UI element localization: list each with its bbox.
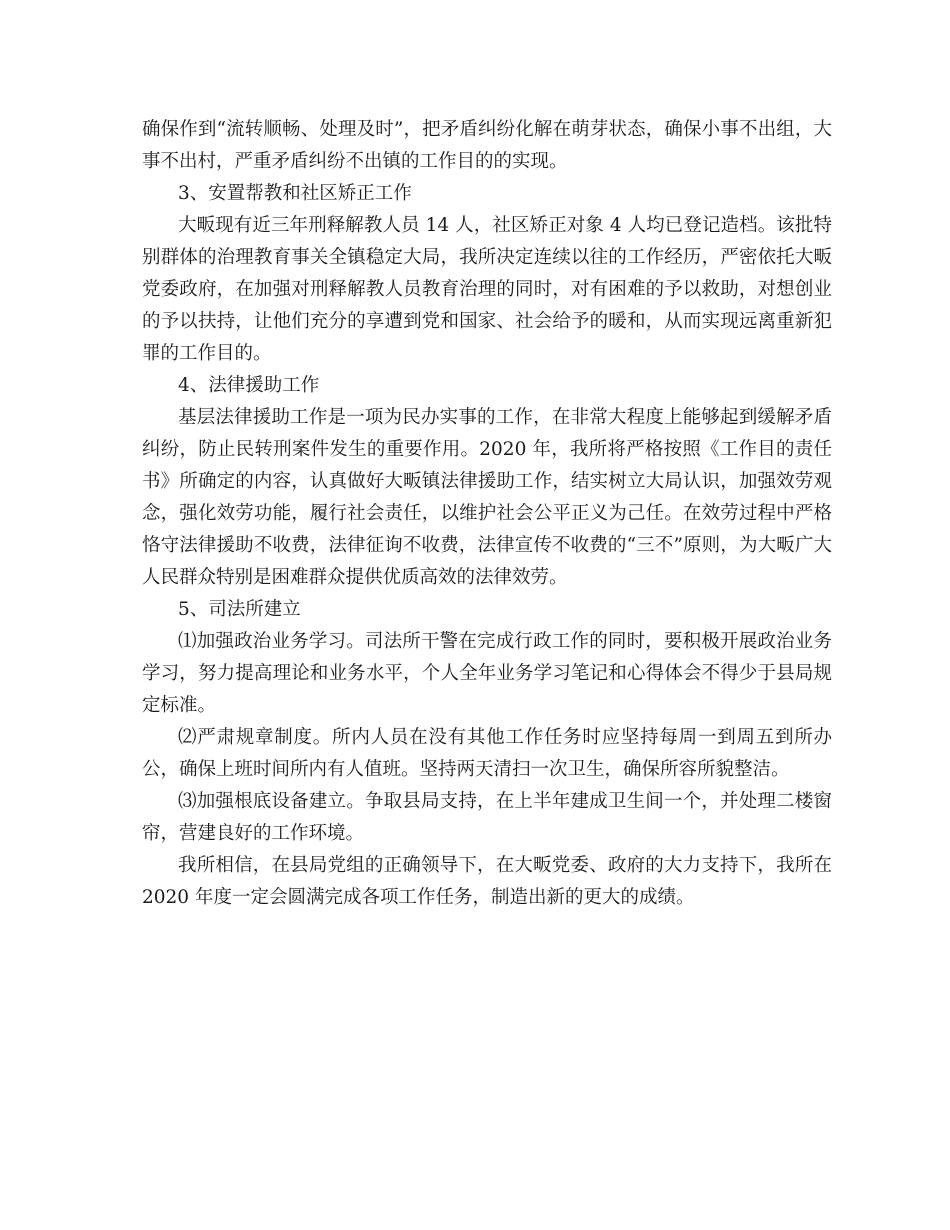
paragraph-mediation-goal: 确保作到“流转顺畅、处理及时”，把矛盾纠纷化解在萌芽状态，确保小事不出组，大事不出村，严重矛盾纠纷不出镇的工作目的的实现。 bbox=[142, 119, 832, 172]
paragraph-regulations: ⑵严肃规章制度。所内人员在没有其他工作任务时应坚持每周一到周五到所办公，确保上班时间所内有人值班。坚持两天清扫一次卫生，确保所容所貌整洁。 bbox=[142, 727, 832, 780]
heading-resettlement-correction: 3、安置帮教和社区矫正工作 bbox=[178, 183, 412, 204]
paragraph-conclusion: 我所相信，在县局党组的正确领导下，在大畈党委、政府的大力支持下，我所在 2020 年度一定会圆满完成各项工作任务，制造出新的更大的成绩。 bbox=[142, 855, 832, 908]
heading-legal-aid: 4、法律援助工作 bbox=[178, 375, 320, 396]
paragraph-legal-aid: 基层法律援助工作是一项为民办实事的工作，在非常大程度上能够起到缓解矛盾纠纷，防止民转刑案件发生的重要作用。2020 年，我所将严格按照《工作目的责任书》所确定的内容，认真做好大畈镇法律援助工作，结实树立大局认识，加强效劳观念，强化效劳功能，履行社会责任，以维护社会公平正义为己任。在效劳过程中严格恪守法律援助不收费，法律征询不收费，法律宣传不收费的“三不”原则，为大畈广大人民群众特别是困难群众提供优质高效的法律效劳。 bbox=[142, 407, 832, 588]
paragraph-study: ⑴加强政治业务学习。司法所干警在完成行政工作的同时，要积极开展政治业务学习，努力提高理论和业务水平，个人全年业务学习笔记和心得体会不得少于县局规定标准。 bbox=[142, 631, 832, 716]
document-body bbox=[142, 114, 832, 914]
paragraph-resettlement-correction: 大畈现有近三年刑释解教人员 14 人，社区矫正对象 4 人均已登记造档。该批特别群体的治理教育事关全镇稳定大局，我所决定连续以往的工作经历，严密依托大畈党委政府，在加强对刑释解教人员教育治理的同时，对有困难的予以救助，对想创业的予以扶持，让他们充分的享遭到党和国家、社会给予的暖和，从而实现远离重新犯罪的工作目的。 bbox=[142, 215, 832, 364]
heading-judicial-office: 5、司法所建立 bbox=[178, 599, 301, 620]
paragraph-facilities: ⑶加强根底设备建立。争取县局支持，在上半年建成卫生间一个，并处理二楼窗帘，营建良好的工作环境。 bbox=[142, 791, 832, 844]
